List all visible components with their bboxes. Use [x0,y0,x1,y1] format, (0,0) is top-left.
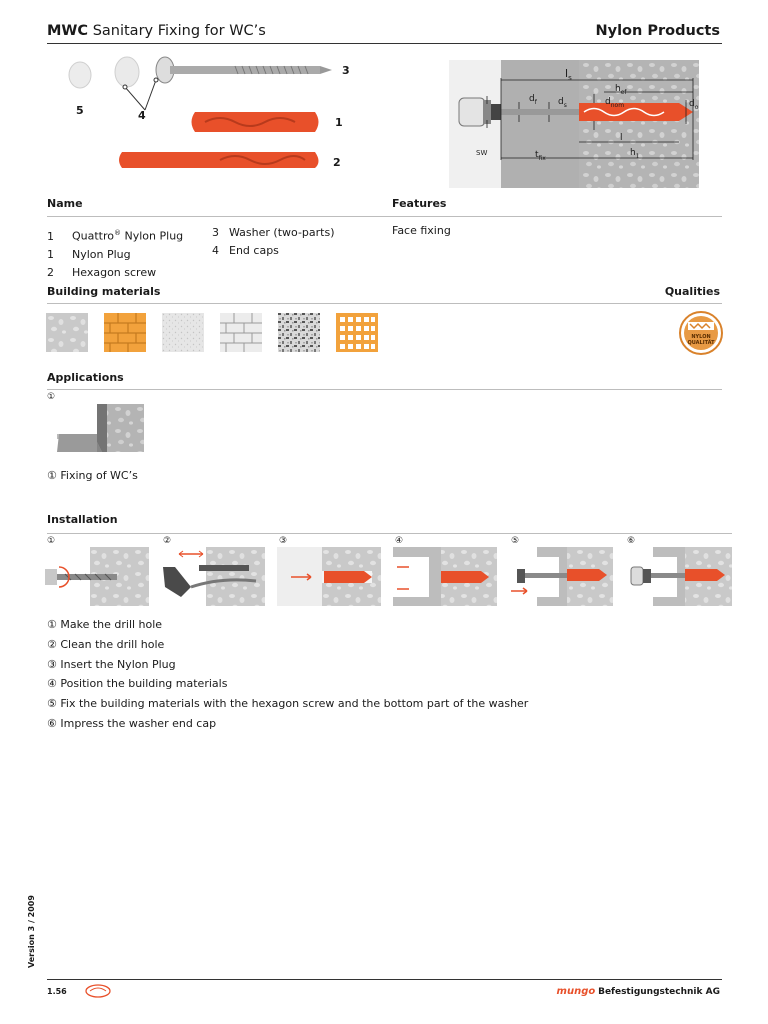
natural-stone-tile [278,313,320,352]
label-df: $d_f$ [529,94,537,106]
quattro-plug-icon [192,112,319,132]
materials-rule [47,303,722,304]
step-5-fix-illustration [509,547,613,606]
label-sw: SW [476,149,488,157]
callout-5: 5 [76,104,84,117]
list-item: ① Make the drill hole [47,618,163,631]
name-list-col2 [212,224,335,260]
list-item: 3 Washer (two-parts) [212,226,335,239]
list-item: ③ Insert the Nylon Plug [47,657,176,671]
category-title: Nylon Products [595,23,720,39]
step-marker-1: ① [47,536,56,546]
header-rule [47,43,722,44]
title-code: MWC [47,23,89,39]
end-cap-icon [115,57,139,87]
version-label: Version 3 / 2009 [27,895,36,968]
step-marker-6: ⑥ [627,536,636,546]
name-rule [47,216,722,217]
installation-rule [47,533,732,534]
list-item: ⑥ Impress the washer end cap [47,716,217,730]
list-item: 1 Nylon Plug [47,247,131,261]
label-l: l [620,133,623,143]
step-marker-4: ④ [395,536,404,546]
list-item: 1 Quattro® Nylon Plug [47,229,184,243]
list-item: ④ Position the building materials [47,677,228,691]
step-marker-5: ⑤ [511,536,520,546]
name-heading: Name [47,197,83,210]
dimension-drawing [449,60,699,188]
step-4-position-illustration [393,547,497,606]
step-2-clean-illustration [161,547,265,606]
step-1-drill-illustration [45,547,149,606]
features-heading: Features [392,197,447,210]
product-illustration [60,50,360,180]
list-item: ② Clean the drill hole [47,637,165,651]
label-tfix: $t_{fix}$ [535,150,546,162]
nylon-plug-icon [119,152,319,168]
applications-rule [47,389,722,390]
list-item: 2 Hexagon screw [47,265,157,279]
washer-cap-icon [459,98,485,126]
qualities-heading: Qualities [664,285,720,298]
callout-1: 1 [335,116,343,129]
applications-heading: Applications [47,371,124,384]
application-marker: ① [47,392,56,402]
footer-company: mungo Befestigungstechnik AG [556,986,720,997]
installation-steps-list [47,615,528,734]
label-dnom: $d_{nom}$ [605,97,625,109]
label-do: $d_o$ [689,99,699,111]
end-cap-icon [69,62,91,88]
application-illustration [47,404,144,452]
step-marker-2: ② [163,536,172,546]
list-item: ⑤ Fix the building materials with the hexagon screw and the bottom part of the washer [47,697,529,711]
page-number: 1.56 [47,987,67,996]
callout-2: 2 [333,156,341,169]
label-ds: $d_s$ [558,97,567,109]
mungo-logo [84,983,112,999]
callout-3: 3 [342,64,350,77]
feature-item: Face fixing [392,224,451,237]
concrete-tile [46,313,88,352]
nylon-quality-badge [678,310,724,356]
step-marker-3: ③ [279,536,288,546]
step-3-insert-illustration [277,547,381,606]
label-ls: $l_s$ [565,67,572,83]
label-hef: $h_{ef}$ [615,84,627,96]
name-list-col1 [47,224,183,282]
aerated-concrete-tile [162,313,204,352]
footer-rule [47,979,722,980]
sand-lime-brick-tile [220,313,262,352]
brick-tile [104,313,146,352]
installation-heading: Installation [47,513,118,526]
label-h1: $h_1$ [630,148,640,160]
badge-text: NYLON QUALITÄT [687,334,715,346]
perforated-brick-tile [336,313,378,352]
list-item: 4 End caps [212,244,279,257]
application-caption: ① Fixing of WC’s [47,469,138,482]
page-title [47,23,266,39]
step-6-impress-illustration [625,547,732,606]
title-text: Sanitary Fixing for WC’s [92,23,266,39]
callout-4: 4 [138,109,146,122]
building-materials-heading: Building materials [47,285,161,298]
